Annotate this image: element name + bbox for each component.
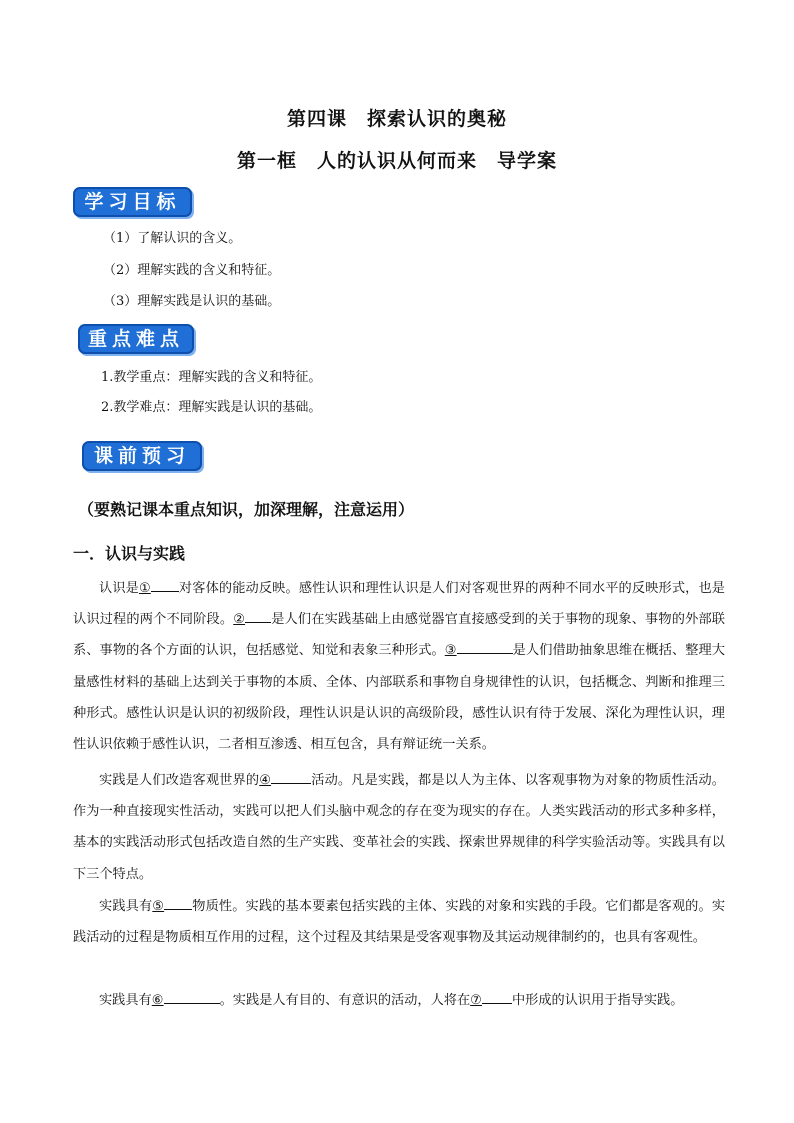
goal-item-1: （1）了解认识的含义。 bbox=[103, 231, 242, 246]
preview-note: （要熟记课本重点知识，加深理解，注意运用） bbox=[78, 500, 415, 519]
blank-1[interactable]: ① bbox=[138, 581, 151, 596]
goal-item-2: （2）理解实践的含义和特征。 bbox=[103, 263, 281, 278]
paragraph-cognition: 认识是① 对客体的能动反映。感性认识和理性认识是人们对客观世界的两种不同水平的反映形式，也是认识过程的两个不同阶段。② 是人们在实践基础上由感觉器官直接感受到的关于事物的现象、事物的外部联系、事物的各个方面的认识，包括感觉、知觉和表象三种形式。③ 是人们借助抽象思维在概括、整理大量感性材料的基础上达到关于事物的本质、全体、内部联系和事物自身规律性的认识，包括概念、判断和推理三种形式。感性认识是认识的初级阶段，理性认识是认识的高级阶段，感性认识有待于发展、深化为理性认识，理性认识依赖于感性认识，二者相互渗透、相互包含，具有辩证统一关系。 bbox=[73, 573, 725, 760]
page-subtitle: 第一框 人的认识从何而来 导学案 bbox=[236, 150, 557, 172]
section-heading: 一．认识与实践 bbox=[73, 544, 186, 563]
key-points-badge: 重点难点 bbox=[78, 324, 194, 354]
paragraph-practice: 实践是人们改造客观世界的④ 活动。凡是实践，都是以人为主体、以客观事物为对象的物质性活动。作为一种直接现实性活动，实践可以把人们头脑中观念的存在变为现实的存在。人类实践活动的形式多种多样，基本的实践活动形式包括改造自然的生产实践、变革社会的实践、探索世界规律的科学实验活动等。实践具有以下三个特点。 bbox=[73, 765, 725, 890]
key-item-1: 1.教学重点：理解实践的含义和特征。 bbox=[101, 370, 322, 385]
key-item-2: 2.教学难点：理解实践是认识的基础。 bbox=[101, 400, 322, 415]
preview-badge: 课前预习 bbox=[82, 441, 202, 471]
goal-item-3: （3）理解实践是认识的基础。 bbox=[103, 294, 281, 309]
blank-6[interactable]: ⑥ bbox=[151, 993, 164, 1008]
paragraph-initiative: 实践具有⑥ 。实践是人有目的、有意识的活动，人将在⑦ 中形成的认识用于指导实践。 bbox=[73, 985, 725, 1016]
blank-2[interactable]: ② bbox=[233, 612, 246, 628]
blank-3[interactable]: ③ bbox=[444, 643, 457, 659]
blank-5[interactable]: ⑤ bbox=[152, 899, 165, 914]
page-title: 第四课 探索认识的奥秘 bbox=[286, 108, 507, 130]
learning-goals-badge: 学习目标 bbox=[73, 187, 192, 217]
paragraph-objectivity: 实践具有⑤ 物质性。实践的基本要素包括实践的主体、实践的对象和实践的手段。它们都是客观的。实践活动的过程是物质相互作用的过程，这个过程及其结果是受客观事物及其运动规律制约的，也具有客观性。 bbox=[73, 891, 725, 953]
blank-4[interactable]: ④ bbox=[259, 773, 272, 788]
blank-7[interactable]: ⑦ bbox=[470, 993, 482, 1008]
